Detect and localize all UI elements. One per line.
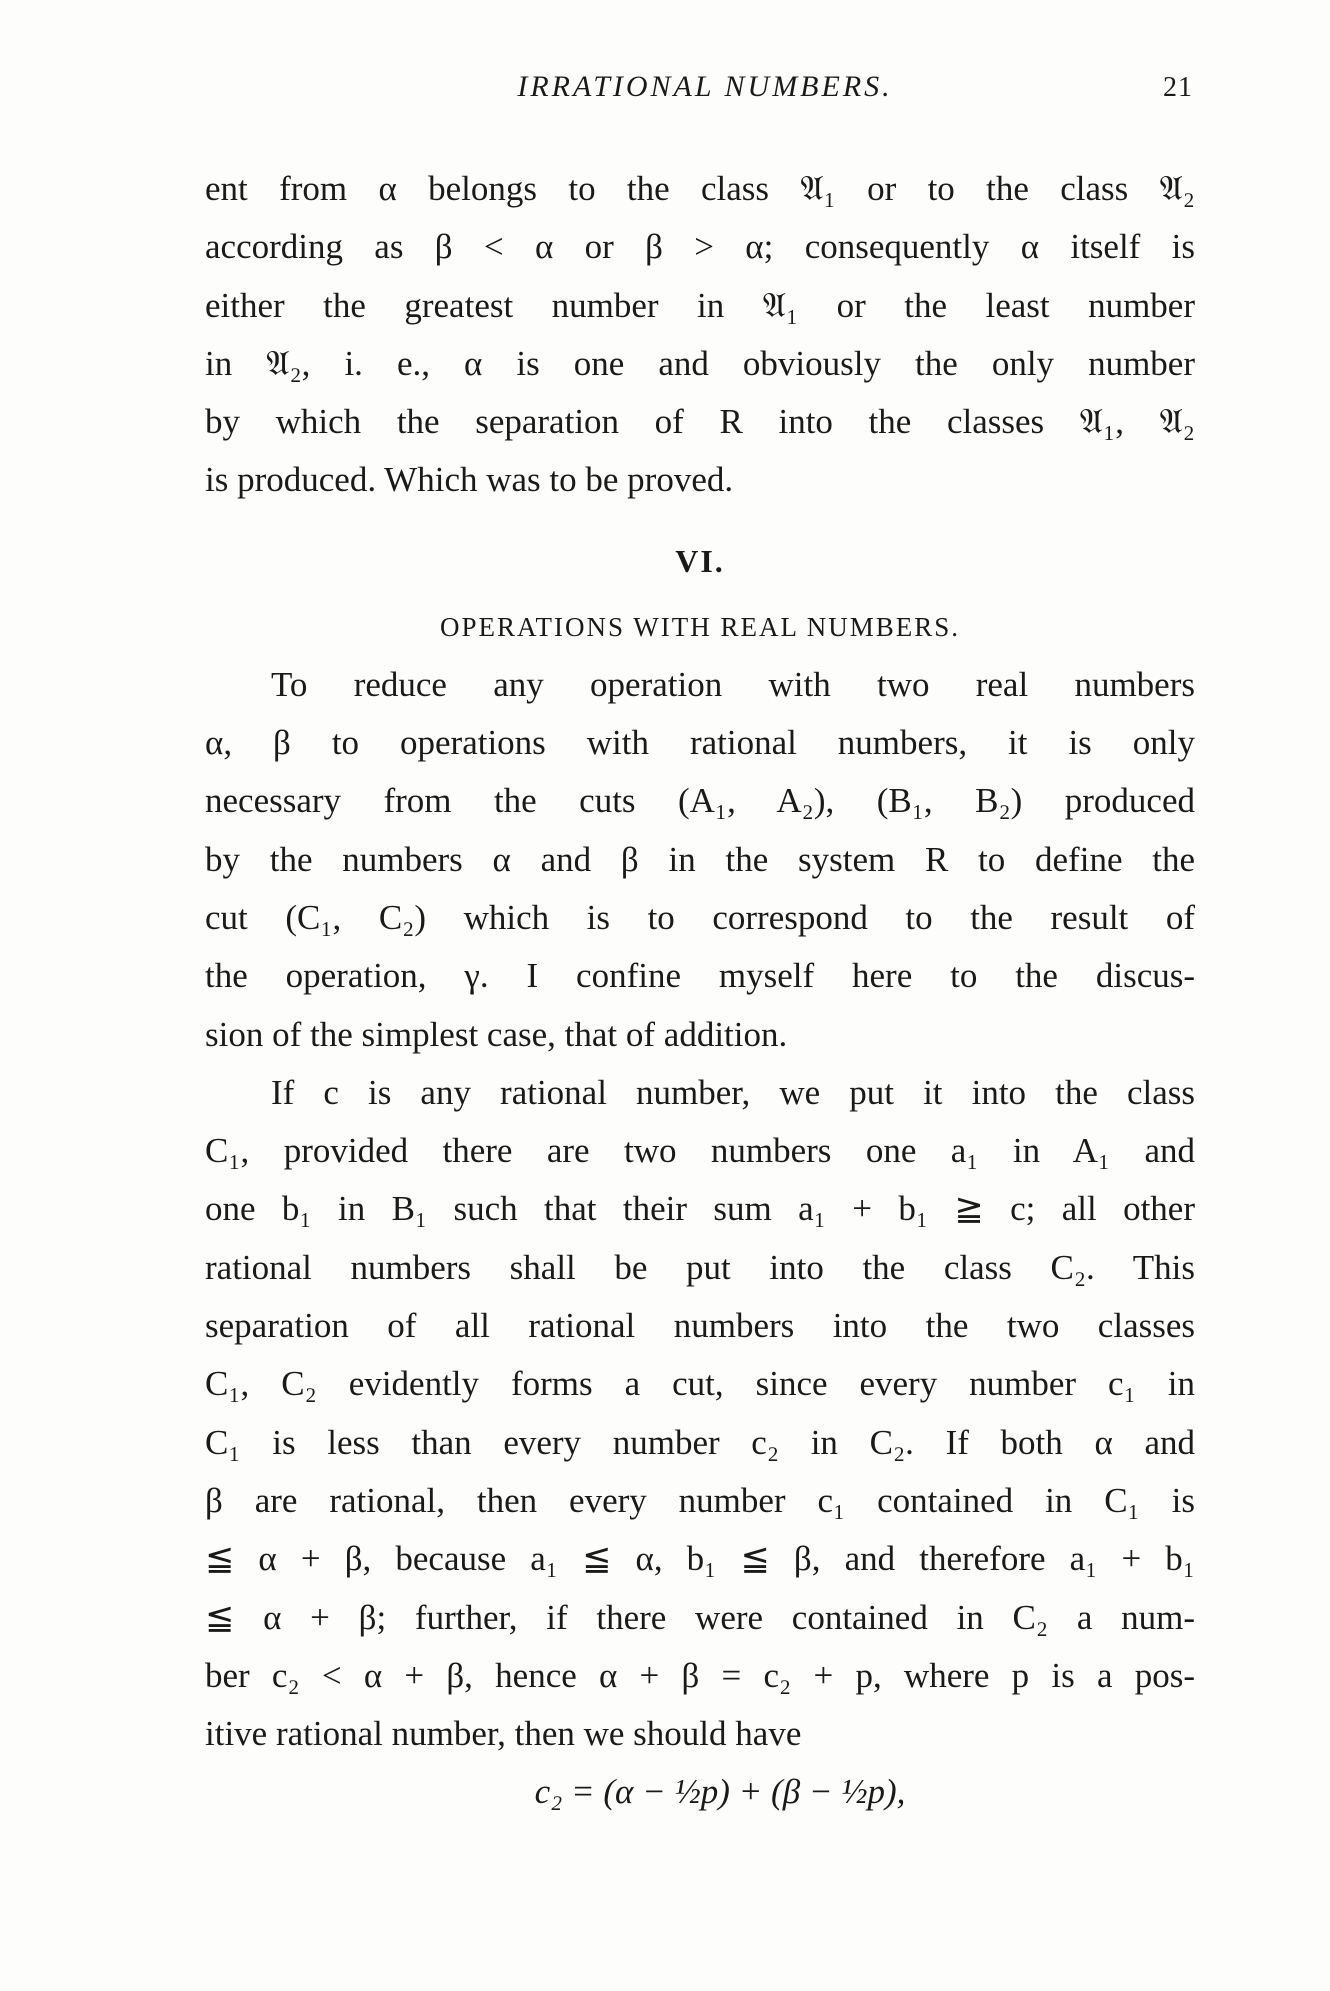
text-line: according as β < α or β > α; consequently α itself is [205, 227, 1195, 267]
text-line: C₁, C₂ evidently forms a cut, since every number c₁ in [205, 1364, 1195, 1404]
text-line: ent from α belongs to the class 𝔄₁ or to the class 𝔄₂ [205, 169, 1195, 208]
text-line: separation of all rational numbers into the two classes [205, 1306, 1195, 1346]
text-line: itive rational number, then we should have [205, 1714, 802, 1754]
body-text [205, 160, 1195, 1821]
text-line: in 𝔄₂, i. e., α is one and obviously the only number [205, 343, 1195, 383]
text-line: ber c₂ < α + β, hence α + β = c₂ + p, where p is a pos- [205, 1655, 1195, 1695]
running-head [205, 70, 1205, 110]
text-line: by which the separation of R into the classes 𝔄₁, 𝔄₂ [205, 402, 1195, 442]
page-number: 21 [1163, 72, 1193, 103]
text-line: sion of the simplest case, that of addition. [205, 1014, 788, 1054]
text-line: C₁, provided there are two numbers one a₁ in A₁ and [205, 1131, 1195, 1171]
text-line: α, β to operations with rational numbers, it is only [205, 723, 1195, 763]
text-line: C₁ is less than every number c₂ in C₂. If both α and [205, 1422, 1195, 1462]
text-line: If c is any rational number, we put it into the class [271, 1072, 1195, 1112]
section-number: VI. [675, 542, 725, 579]
text-line: either the greatest number in 𝔄₁ or the least number [205, 285, 1195, 325]
running-title: IRRATIONAL NUMBERS. [517, 70, 893, 103]
text-line: cut (C₁, C₂) which is to correspond to the result of [205, 897, 1195, 937]
text-line: by the numbers α and β in the system R to define the [205, 839, 1195, 879]
text-line: ≦ α + β, because a₁ ≦ α, b₁ ≦ β, and therefore a₁ + b₁ [205, 1539, 1195, 1579]
text-line: ≦ α + β; further, if there were contained in C₂ a num- [205, 1597, 1195, 1637]
display-equation: c₂ = (α − ½p) + (β − ½p), [534, 1772, 906, 1812]
section-title: OPERATIONS WITH REAL NUMBERS. [439, 611, 961, 642]
text-line: To reduce any operation with two real numbers [271, 664, 1195, 704]
text-line: rational numbers shall be put into the class C₂. This [205, 1247, 1195, 1287]
text-line: β are rational, then every number c₁ contained in C₁ is [205, 1480, 1195, 1520]
text-line: necessary from the cuts (A₁, A₂), (B₁, B₂) produced [205, 781, 1195, 821]
text-line: is produced. Which was to be proved. [205, 460, 734, 500]
text-line: the operation, γ. I confine myself here to the discus- [205, 956, 1195, 996]
text-line: one b₁ in B₁ such that their sum a₁ + b₁ ≧ c; all other [205, 1189, 1195, 1229]
